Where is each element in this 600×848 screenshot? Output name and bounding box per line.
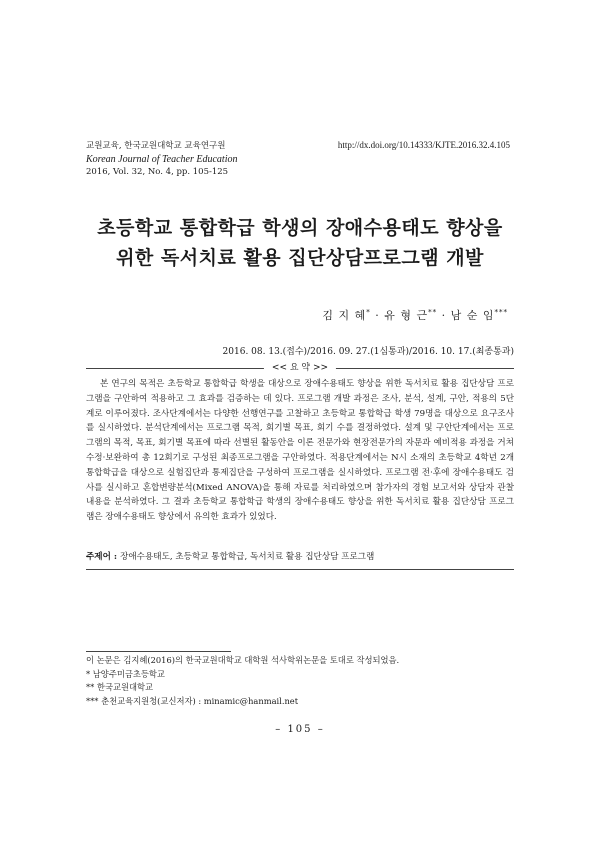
keywords-value: 장애수용태도, 초등학교 통합학급, 독서치료 활용 집단상담 프로그램	[120, 552, 375, 562]
footnote-author-2: ** 한국교원대학교	[86, 682, 154, 693]
summary-label: << 요 약 >>	[264, 361, 336, 375]
footnote-source: 이 논문은 김지혜(2016)의 한국교원대학교 대학원 석사학위논문을 토대로 작성되었음.	[86, 655, 400, 665]
footnote-author-1: * 남양주미금초등학교	[86, 668, 165, 679]
journal-korean-name: 교원교육, 한국교원대학교 교육연구원	[86, 141, 226, 151]
author-2: 유 형 근	[384, 309, 429, 322]
journal-header	[86, 140, 237, 179]
journal-english-name: Korean Journal of Teacher Education	[86, 154, 238, 165]
author-list	[322, 307, 508, 323]
author-separator: ·	[370, 309, 385, 322]
paper-title	[60, 213, 540, 273]
summary-heading	[86, 361, 514, 375]
author-1-mark: *	[366, 308, 371, 317]
review-dates: 2016. 08. 13.(접수)/2016. 09. 27.(1심통과)/2016. 10. 17.(최종통과)	[222, 347, 514, 357]
footnote-divider	[86, 651, 231, 652]
abstract-text: 본 연구의 목적은 초등학교 통합학급 학생을 대상으로 장애수용태도 향상을 위한 독서치료 활용 집단상담 프로그램을 구안하여 적용하고 그 효과를 검증하는 데 있다. 프로그램 개발 과정은 조사, 분석, 설계, 구안, 적용의 5단계로 이루어졌다. 조사단계에서는 다양한 선행연구를 고찰하고 초등학교 통합학급 학생 79명을 대상으로 요구조사를 실시하였다. 분석단계에서는 프로그램 목적, 회기별 목표, 회기 수를 결정하였다. 설계 및 구안단계에서는 프로그램의 목적, 목표, 회기별 목표에 따라 선별된 활동안을 이론 전문가와 현장전문가의 자문과 예비적용 과정을 거쳐 수정·보완하여 총 12회기로 구성된 최종프로그램을 구안하였다. 적용단계에서는 N시 소재의 초등학교 4학년 2개 통합학급을 대상으로 실험집단과 통제집단을 구성하여 프로그램을 실시하였다. 프로그램 전·후에 장애수용태도 검사를 실시하고 혼합변량분석(Mixed ANOVA)을 통해 자료를 처리하였으며 참가자의 경험 보고서와 상담자 관찰내용을 분석하였다. 그 결과 초등학교 통합학급 학생의 장애수용태도 향상을 위한 독서치료 활용 집단상담 프로그램은 장애수용태도 향상에서 유의한 효과가 있었다.	[86, 379, 514, 523]
doi-link[interactable]: http://dx.doi.org/10.14333/KJTE.2016.32.4.105	[337, 140, 510, 150]
author-2-mark: **	[428, 308, 438, 317]
footnotes	[86, 654, 399, 708]
author-3: 남 순 임	[450, 309, 495, 322]
author-1: 김 지 혜	[322, 309, 367, 322]
author-separator: ·	[437, 309, 451, 322]
title-line-1: 초등학교 통합학급 학생의 장애수용태도 향상을	[97, 217, 503, 239]
keywords-label: 주제어 :	[86, 552, 121, 562]
title-line-2: 위한 독서치료 활용 집단상담프로그램 개발	[116, 247, 484, 269]
journal-volume: 2016, Vol. 32, No. 4, pp. 105-125	[86, 167, 229, 177]
page-number: – 105 –	[275, 724, 325, 735]
footnote-author-3: *** 춘천교육지원청(교신저자) : minamic@hanmail.net	[86, 695, 299, 706]
keywords	[86, 551, 514, 570]
author-3-mark: ***	[494, 308, 508, 317]
